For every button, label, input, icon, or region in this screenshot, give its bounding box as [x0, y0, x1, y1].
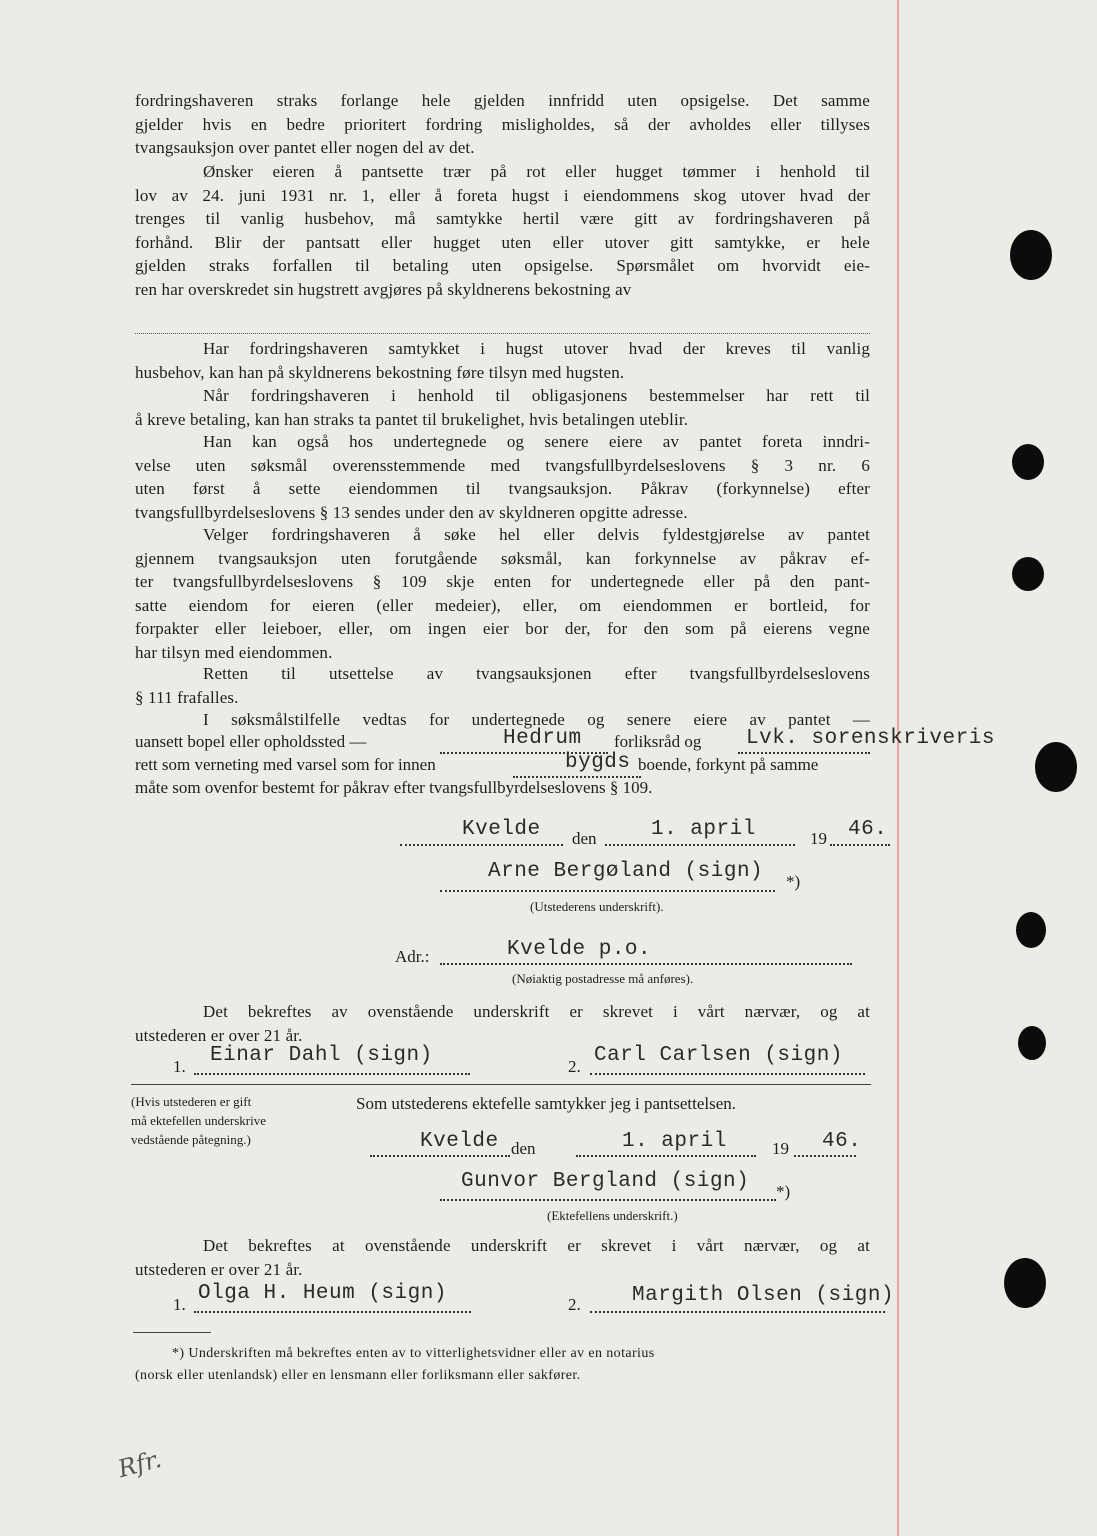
dotted-fill-line	[576, 1155, 756, 1157]
typed-place-1: Kvelde	[462, 818, 541, 841]
text-line: I søksmålstilfelle vedtas for undertegnede og senere eiere av pantet —	[203, 710, 870, 729]
footnote-line-2: (norsk eller utenlandsk) eller en lensmann eller forliksmann eller sakfører.	[135, 1368, 581, 1383]
text-line: Det bekreftes av ovenstående underskrift er skrevet i vårt nærvær, og at	[203, 1002, 870, 1021]
punch-hole	[1010, 230, 1052, 280]
dotted-fill-line	[590, 1073, 865, 1075]
text-line: fordringshaveren straks forlange hele gjelden innfridd uten opsigelse. Det samme	[135, 91, 870, 110]
dotted-fill-line	[194, 1073, 470, 1075]
venue-line-4: måte som ovenfor bestemt for påkrav efter tvangsfullbyrdelseslovens § 109.	[135, 778, 653, 797]
dotted-fill-line	[440, 890, 775, 892]
typed-address: Kvelde p.o.	[507, 938, 652, 961]
dotted-fill-line	[400, 844, 563, 846]
text-line: har tilsyn med eiendommen.	[135, 642, 333, 662]
witness-number-4: 2.	[568, 1295, 581, 1314]
witness-confirmation-1	[135, 1000, 870, 1047]
paragraph-supervision	[135, 337, 870, 384]
text-line: Har fordringshaveren samtykket i hugst utover hvad der kreves til vanlig	[203, 339, 870, 358]
dotted-fill-line	[794, 1155, 856, 1157]
dotted-fill-line	[830, 844, 890, 846]
punch-hole	[1016, 912, 1046, 948]
typed-witness-4: Margith Olsen (sign)	[632, 1284, 895, 1307]
text-line: utstederen er over 21 år.	[135, 1025, 303, 1045]
witness-number-3: 1.	[173, 1295, 186, 1314]
paragraph-forced-sale	[135, 523, 870, 664]
paragraph-timber-pledge	[135, 160, 870, 301]
punch-hole	[1018, 1026, 1046, 1060]
typed-spouse-signature: Gunvor Bergland (sign)	[461, 1170, 750, 1193]
paragraph-default	[135, 89, 870, 160]
footnote-rule	[133, 1332, 211, 1333]
section-divider	[131, 1084, 871, 1085]
text-line: lov av 24. juni 1931 nr. 1, eller å foreta hugst i eiendommens skog utover hvad der	[135, 185, 870, 205]
typed-date-1: 1. april	[651, 818, 756, 841]
red-margin-line	[897, 0, 899, 1536]
handwritten-initials: Rfr.	[115, 1444, 165, 1484]
text-line: § 111 frafalles.	[135, 687, 239, 707]
spouse-consent-text: Som utstederens ektefelle samtykker jeg i pantsettelsen.	[356, 1094, 737, 1113]
asterisk-mark-2: *)	[776, 1182, 791, 1201]
paragraph-postponement	[135, 662, 870, 709]
punch-hole	[1012, 444, 1044, 480]
text-line: Ønsker eieren å pantsette trær på rot eller hugget tømmer i henhold til	[203, 162, 870, 181]
address-label: Adr.:	[395, 947, 430, 966]
punch-hole	[1004, 1258, 1046, 1308]
text-line: velse uten søksmål overensstemmende med tvangsfullbyrdelseslovens § 3 nr. 6	[135, 455, 870, 475]
text-line: Han kan også hos undertegnede og senere eiere av pantet foreta inndri-	[203, 432, 870, 451]
dotted-fill-line	[370, 1155, 510, 1157]
venue-line-2-mid: forliksråd og	[614, 732, 702, 751]
text-line: Det bekreftes at ovenstående underskrift er skrevet i vårt nærvær, og at	[203, 1236, 870, 1255]
text-line: forpakter eller leieboer, eller, om ingen eier bor der, for den som på eierens vegne	[135, 619, 870, 638]
dotted-separator	[135, 333, 870, 334]
text-line: husbehov, kan han på skyldnerens bekostning føre tilsyn med hugsten.	[135, 362, 625, 382]
text-line: ren har overskredet sin hugstrett avgjøres på skyldnerens bekostning av	[135, 279, 632, 299]
dotted-fill-line	[440, 963, 852, 965]
asterisk-mark: *)	[786, 872, 801, 891]
text-line: satte eiendom for eieren (eller medeier), eller, om eiendommen er bortleid, for	[135, 595, 870, 615]
punch-hole	[1012, 557, 1044, 591]
witness-number-2: 2.	[568, 1057, 581, 1076]
year-prefix: 19	[810, 829, 827, 848]
typed-sorenskriveri: Lvk. sorenskriveris	[746, 727, 995, 750]
text-line: utstederen er over 21 år.	[135, 1259, 303, 1279]
text-line: gjelden straks forfallen til betaling uten opsigelse. Spørsmålet om hvorvidt eie-	[135, 256, 870, 275]
text-line: Retten til utsettelse av tvangsauksjonen efter tvangsfullbyrdelseslovens	[203, 664, 870, 683]
text-line: tvangsauksjon over pantet eller nogen del av det.	[135, 138, 475, 157]
spouse-caption: (Ektefellens underskrift.)	[547, 1208, 678, 1223]
typed-issuer-signature: Arne Bergøland (sign)	[488, 860, 764, 883]
typed-place-2: Kvelde	[420, 1130, 499, 1153]
paragraph-usufruct	[135, 384, 870, 431]
text-line: tvangsfullbyrdelseslovens § 13 sendes under den av skyldneren opgitte adresse.	[135, 502, 688, 522]
typed-year-1: 46.	[848, 818, 888, 841]
witness-confirmation-2	[135, 1234, 870, 1281]
year-prefix-2: 19	[772, 1139, 789, 1158]
text-line: Når fordringshaveren i henhold til obligasjonens bestemmelser har rett til	[203, 386, 870, 405]
issuer-caption: (Utstederens underskrift).	[530, 899, 664, 914]
text-line: å kreve betaling, kan han straks ta pantet til brukelighet, hvis betalingen uteblir.	[135, 409, 689, 429]
typed-date-2: 1. april	[622, 1130, 727, 1153]
typed-bygd: bygds	[565, 751, 631, 774]
side-note-line: må ektefellen underskrive	[131, 1113, 266, 1128]
text-line: uten først å sette eiendommen til tvangsauksjon. Påkrav (forkynnelse) efter	[135, 479, 870, 498]
paragraph-collection	[135, 430, 870, 524]
side-note-line: (Hvis utstederen er gift	[131, 1094, 252, 1109]
text-line: gjennem tvangsauksjon uten forutgående søksmål, kan forkynnelse av påkrav ef-	[135, 548, 870, 568]
typed-witness-1: Einar Dahl (sign)	[210, 1044, 433, 1067]
text-line: gjelder hvis en bedre prioritert fordring misligholdes, så der avholdes eller tillyses	[135, 114, 870, 134]
side-note-line: vedstående påtegning.)	[131, 1132, 251, 1147]
text-line: forhånd. Blir der pantsatt eller hugget uten eller utover gitt samtykke, er hele	[135, 232, 870, 252]
punch-hole	[1035, 742, 1077, 792]
den-label: den	[572, 829, 597, 848]
venue-line-3-start: rett som verneting med varsel som for innen	[135, 755, 436, 774]
text-line: Velger fordringshaveren å søke hel eller delvis fyldestgjørelse av pantet	[203, 525, 870, 544]
den-label-2: den	[511, 1139, 536, 1158]
address-caption: (Nøiaktig postadresse må anføres).	[512, 971, 694, 986]
typed-year-2: 46.	[822, 1130, 862, 1153]
dotted-fill-line	[738, 752, 870, 754]
dotted-fill-line	[194, 1311, 471, 1313]
witness-number-1: 1.	[173, 1057, 186, 1076]
typed-forliksrad: Hedrum	[503, 727, 582, 750]
venue-line-3-end: boende, forkynt på samme	[638, 755, 819, 774]
dotted-fill-line	[440, 1199, 776, 1201]
text-line: trenges til vanlig husbehov, må samtykke hertil være gitt av fordringshaveren på	[135, 209, 870, 228]
dotted-fill-line	[590, 1311, 885, 1313]
dotted-fill-line	[605, 844, 795, 846]
text-line: ter tvangsfullbyrdelseslovens § 109 skje enten for undertegnede eller på den pant-	[135, 572, 870, 591]
typed-witness-2: Carl Carlsen (sign)	[594, 1044, 843, 1067]
footnote-line-1: *) Underskriften må bekreftes enten av to vitterlighetsvidner eller av en notarius	[172, 1346, 655, 1361]
typed-witness-3: Olga H. Heum (sign)	[198, 1282, 447, 1305]
venue-line-2-start: uansett bopel eller opholdssted —	[135, 732, 367, 751]
